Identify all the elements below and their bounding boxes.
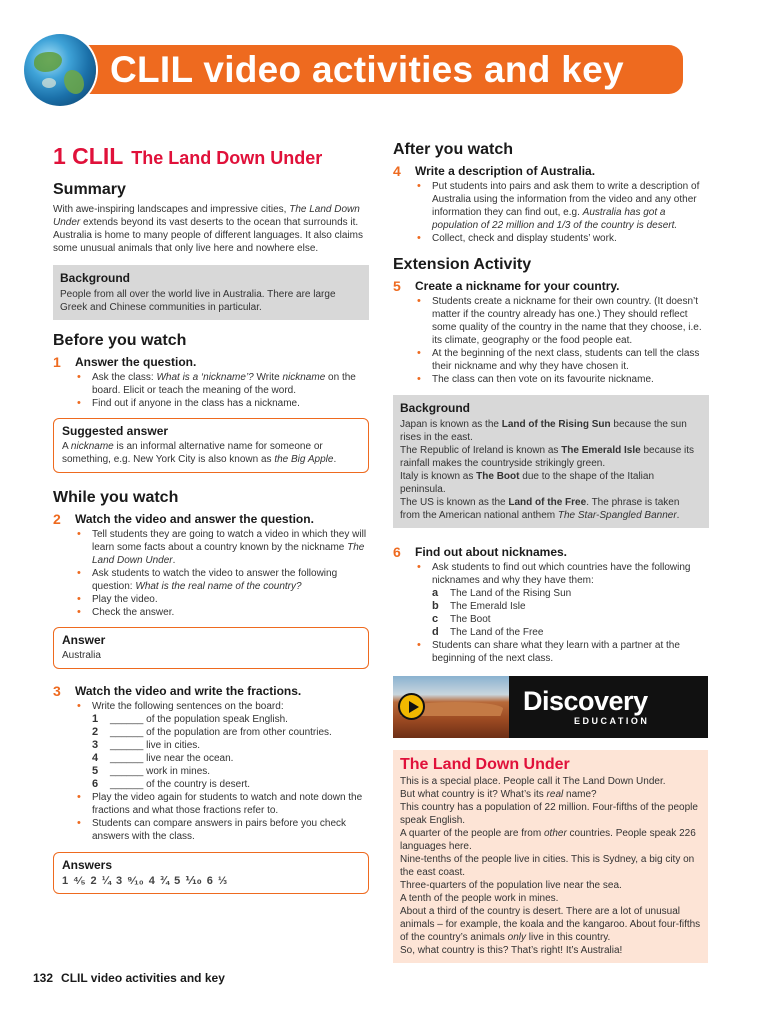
discovery-education-label: EDUCATION bbox=[574, 716, 650, 726]
list-item: • Play the video again for students to watch and note down the fractions and what those fractions refer to. bbox=[75, 791, 369, 817]
list-item: • Students can compare answers in pairs before you check answers with the class. bbox=[75, 817, 369, 843]
task-title: Watch the video and write the fractions. bbox=[75, 684, 302, 698]
background-text: Japan is known as the Land of the Rising Sun because the sun rises in the east. The Republic of Ireland is known as The Emerald Isle because its rainfall makes the countryside strikingly green. Italy is known as The Boot due to the shape of the Italian peninsula. The US is known as the Land of the Free. The phrase is taken from the American national anthem The Star-Spangled Banner. bbox=[400, 419, 695, 521]
task-3 bbox=[53, 683, 369, 700]
sentence-number: 1 bbox=[92, 713, 99, 725]
task-4 bbox=[393, 163, 709, 180]
sentence-item bbox=[92, 713, 369, 726]
sentence-item bbox=[92, 752, 369, 765]
task-2 bbox=[53, 511, 369, 528]
nickname-text: The Emerald Isle bbox=[450, 601, 526, 612]
unit-subtitle: The Land Down Under bbox=[131, 148, 323, 168]
list-item: • Students can share what they learn with a partner at the beginning of the next class. bbox=[415, 639, 709, 665]
sentence-text: ______ live in cities. bbox=[110, 740, 201, 751]
unit-number: 1 CLIL bbox=[53, 143, 124, 169]
nickname-letter: b bbox=[432, 600, 439, 612]
background-text: People from all over the world live in Australia. There are large Greek and Chinese communities in particular. bbox=[60, 289, 336, 313]
task-4-bullets bbox=[415, 180, 709, 245]
task-1-bullets bbox=[75, 371, 369, 410]
task-title: Write a description of Australia. bbox=[415, 164, 596, 178]
task-number: 5 bbox=[393, 278, 401, 294]
list-item: • Check the answer. bbox=[75, 606, 369, 619]
sentence-number: 6 bbox=[92, 778, 99, 790]
left-column bbox=[53, 140, 369, 894]
background-heading: Background bbox=[60, 271, 131, 285]
nickname-text: The Land of the Free bbox=[450, 627, 544, 638]
task-number: 6 bbox=[393, 544, 401, 560]
list-item: • Students create a nickname for their own country. (It doesn’t matter if the country already has one.) They should reflect some quality of the country in the name that they choose, i.e. its climate, geography or the food people eat. bbox=[415, 295, 709, 347]
list-item: • Tell students they are going to watch a video in which they will learn some facts about a country known by the nickname The Land Down Under. bbox=[75, 528, 369, 567]
right-column bbox=[393, 140, 709, 963]
sentence-text: ______ of the population speak English. bbox=[110, 714, 288, 725]
page-number: 132 bbox=[33, 971, 54, 985]
while-you-watch-heading: While you watch bbox=[53, 489, 179, 506]
after-you-watch-heading: After you watch bbox=[393, 141, 514, 158]
list-item: • At the beginning of the next class, students can tell the class their nickname and why they have chosen it. bbox=[415, 347, 709, 373]
list-item: • The class can then vote on its favourite nickname. bbox=[415, 373, 709, 386]
list-item bbox=[75, 700, 369, 791]
background-nicknames-box bbox=[393, 395, 709, 528]
task-2-bullets bbox=[75, 528, 369, 619]
list-item-text: Write the following sentences on the board: bbox=[92, 701, 284, 712]
sentence-number: 2 bbox=[92, 726, 99, 738]
video-script-box bbox=[393, 750, 708, 963]
answers-fractions: 1 ⁴⁄₅ 2 ¼ 3 ⁹⁄₁₀ 4 ¾ 5 ⅒ 6 ⅓ bbox=[62, 875, 228, 887]
list-item: • Ask the class: What is a ‘nickname’? Write nickname on the board. Elicit or teach the meaning of the word. bbox=[75, 371, 369, 397]
list-item bbox=[415, 561, 709, 639]
answer-box bbox=[53, 627, 369, 669]
task-5 bbox=[393, 278, 709, 295]
sentence-text: ______ of the population are from other countries. bbox=[110, 727, 332, 738]
sentence-number: 5 bbox=[92, 765, 99, 777]
nickname-letter: c bbox=[432, 613, 439, 625]
task-6-bullets bbox=[415, 561, 709, 665]
unit-title bbox=[53, 140, 369, 174]
task-title: Create a nickname for your country. bbox=[415, 279, 620, 293]
sentence-number: 4 bbox=[92, 752, 99, 764]
task-number: 2 bbox=[53, 511, 61, 527]
answer-text: Australia bbox=[62, 650, 101, 661]
task-number: 3 bbox=[53, 683, 61, 699]
answers-box bbox=[53, 852, 369, 894]
list-item: • Find out if anyone in the class has a nickname. bbox=[75, 397, 369, 410]
summary-heading: Summary bbox=[53, 181, 126, 198]
nickname-text: The Land of the Rising Sun bbox=[450, 588, 572, 599]
script-text: This is a special place. People call it The Land Down Under. But what country is it? What’s its real name? This country has a population of 22 million. Four-fifths of the people speak English. A quarter of the people are from other countries. People speak 226 languages here. Nine-tenths of the people live in cities. This is Sydney, a big city on the east coast. Three-quarters of the population live near the sea. A tenth of the people work in mines. About a third of the country is desert. There are a lot of unusual animals – for example, the koala and the kangaroo. About four-fifths of the country’s animals only live in this country. So, what country is this? That’s right! It’s Australia! bbox=[400, 776, 701, 956]
nickname-item bbox=[432, 626, 709, 639]
sentence-number: 3 bbox=[92, 739, 99, 751]
nickname-letter: d bbox=[432, 626, 439, 638]
answer-heading: Answer bbox=[62, 633, 106, 647]
list-item: • Ask students to watch the video to answer the following question: What is the real name of the country? bbox=[75, 567, 369, 593]
list-item: • Play the video. bbox=[75, 593, 369, 606]
discovery-video-banner[interactable] bbox=[393, 676, 708, 738]
task-5-bullets bbox=[415, 295, 709, 386]
nickname-item bbox=[432, 613, 709, 626]
suggested-answer-heading: Suggested answer bbox=[62, 424, 169, 438]
play-icon[interactable] bbox=[398, 693, 425, 720]
task-title: Find out about nicknames. bbox=[415, 545, 568, 559]
sentence-list bbox=[92, 713, 369, 791]
nickname-item bbox=[432, 587, 709, 600]
nickname-item bbox=[432, 600, 709, 613]
nickname-list bbox=[432, 587, 709, 639]
task-title: Watch the video and answer the question. bbox=[75, 512, 314, 526]
page-title: CLIL video activities and key bbox=[110, 49, 624, 90]
sentence-item bbox=[92, 778, 369, 791]
list-item: • Collect, check and display students’ work. bbox=[415, 232, 709, 245]
page-footer bbox=[33, 971, 225, 985]
answers-heading: Answers bbox=[62, 858, 113, 872]
footer-label: CLIL video activities and key bbox=[61, 971, 225, 985]
sentence-item bbox=[92, 739, 369, 752]
script-heading: The Land Down Under bbox=[400, 756, 570, 773]
before-you-watch-heading: Before you watch bbox=[53, 332, 187, 349]
nickname-text: The Boot bbox=[450, 614, 491, 625]
sentence-item bbox=[92, 765, 369, 778]
background-box bbox=[53, 265, 369, 320]
sentence-item bbox=[92, 726, 369, 739]
task-1 bbox=[53, 354, 369, 371]
nickname-letter: a bbox=[432, 587, 439, 599]
task-title: Answer the question. bbox=[75, 355, 197, 369]
suggested-answer-box bbox=[53, 418, 369, 473]
extension-activity-heading: Extension Activity bbox=[393, 256, 532, 273]
globe-icon bbox=[24, 34, 96, 106]
list-item: • Put students into pairs and ask them to write a description of Australia using the information from the video and any other information they can find out, e.g. Australia has got a population of 22 million and 1/3 of the country is desert. bbox=[415, 180, 709, 232]
suggested-answer-text: A nickname is an informal alternative name for someone or something, e.g. New York City is also known as the Big Apple. bbox=[62, 441, 337, 465]
task-3-bullets bbox=[75, 700, 369, 843]
sentence-text: ______ work in mines. bbox=[110, 766, 211, 777]
task-6 bbox=[393, 544, 709, 561]
summary-text: With awe-inspiring landscapes and impressive cities, The Land Down Under extends beyond its vast deserts to the ocean that surrounds it. Australia is home to many people of different languages. It also claims some unusual animals that only live here and nowhere else. bbox=[53, 204, 363, 254]
task-number: 1 bbox=[53, 354, 61, 370]
task-number: 4 bbox=[393, 163, 401, 179]
discovery-logo: Discovery bbox=[523, 686, 648, 716]
sentence-text: ______ live near the ocean. bbox=[110, 753, 234, 764]
list-item-text: Ask students to find out which countries have the following nicknames and why they have them: bbox=[432, 562, 691, 586]
background-heading: Background bbox=[400, 401, 471, 415]
sentence-text: ______ of the country is desert. bbox=[110, 779, 251, 790]
